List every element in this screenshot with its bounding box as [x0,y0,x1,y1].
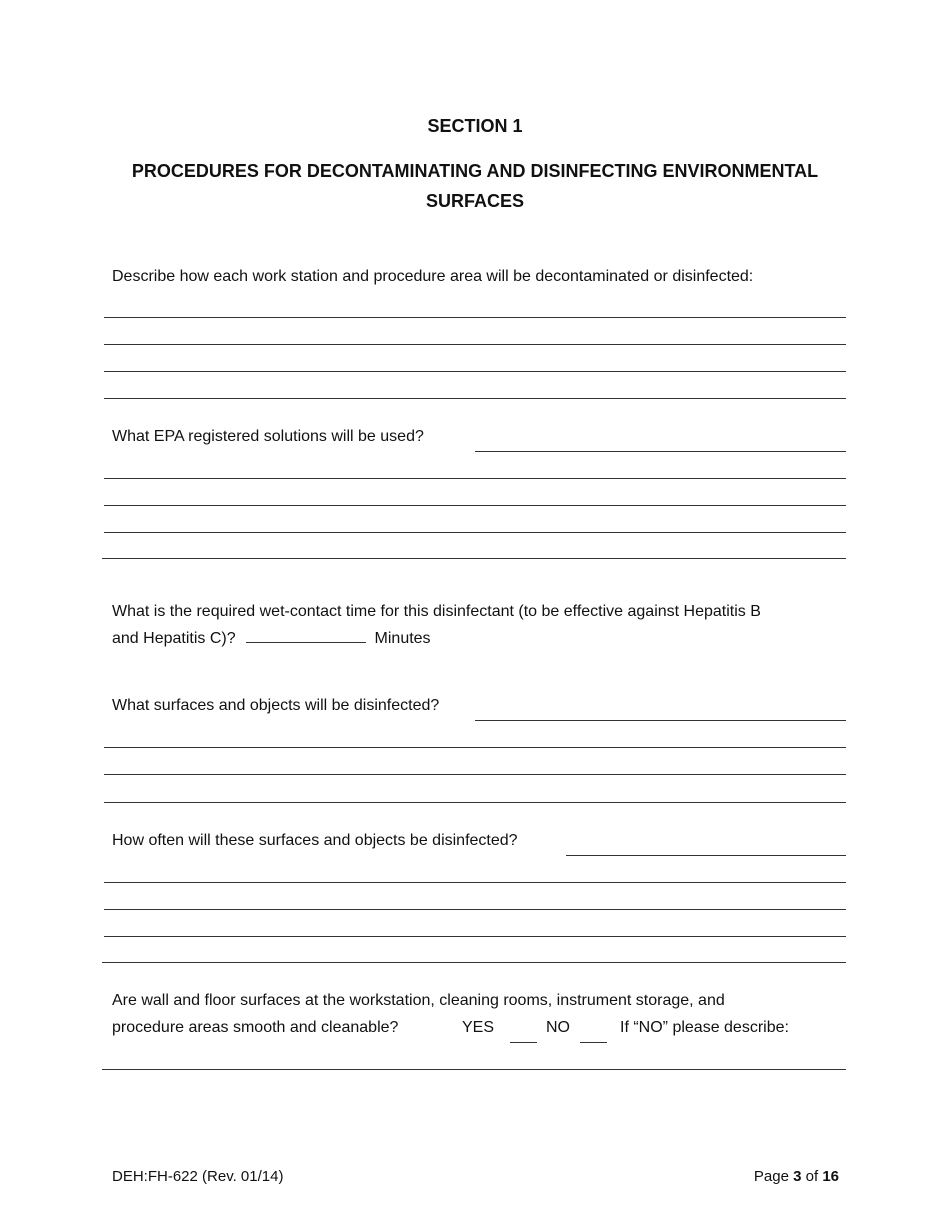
answer-line[interactable] [104,478,846,479]
question-disinfection-frequency: How often will these surfaces and objects be disinfected? [112,832,518,849]
answer-line[interactable] [104,882,846,883]
question-smooth-cleanable-prefix: procedure areas smooth and cleanable? [112,1019,399,1036]
answer-line[interactable] [102,558,846,559]
answer-line[interactable] [104,909,846,910]
page-total: 16 [822,1168,839,1185]
answer-line[interactable] [102,962,846,963]
question-decontamination: Describe how each work station and procedure area will be decontaminated or disinfected: [112,268,754,285]
section-title-line2: SURFACES [425,191,524,211]
question-wet-contact-prefix: and Hepatitis C)? [112,630,236,647]
answer-line[interactable] [104,344,846,345]
question-epa-solutions: What EPA registered solutions will be used? [112,428,424,445]
yes-checkbox-blank[interactable] [510,1042,537,1043]
minutes-field[interactable] [246,628,366,643]
question-surfaces-objects: What surfaces and objects will be disinfected? [112,697,440,714]
answer-line[interactable] [104,505,846,506]
form-id: DEH:FH-622 (Rev. 01/14) [112,1168,284,1185]
page-number [754,1167,839,1187]
page-of: of [805,1168,819,1185]
answer-line[interactable] [104,747,846,748]
minutes-label: Minutes [374,630,431,647]
question-smooth-cleanable: Are wall and floor surfaces at the workstation, cleaning rooms, instrument storage, and [112,992,725,1009]
no-label: NO [546,1019,570,1036]
answer-line[interactable] [104,774,846,775]
section-title-line1: PROCEDURES FOR DECONTAMINATING AND DISINFECTING ENVIRONMENTAL [131,161,819,181]
answer-line[interactable] [475,720,846,721]
no-checkbox-blank[interactable] [580,1042,607,1043]
answer-line[interactable] [566,855,846,856]
question-wet-contact-time-line2 [112,625,431,652]
page-label: Page [753,1168,789,1185]
answer-line[interactable] [475,451,846,452]
describe-label: If “NO” please describe: [620,1019,789,1036]
answer-line[interactable] [102,1069,846,1070]
answer-line[interactable] [104,371,846,372]
answer-line[interactable] [104,317,846,318]
answer-line[interactable] [104,936,846,937]
answer-line[interactable] [104,398,846,399]
question-wet-contact-time: What is the required wet-contact time for this disinfectant (to be effective against Hepatitis B [112,603,761,620]
answer-line[interactable] [104,532,846,533]
section-heading: SECTION 1 [427,116,523,136]
page-current: 3 [793,1168,802,1185]
yes-label: YES [462,1019,495,1036]
answer-line[interactable] [104,802,846,803]
